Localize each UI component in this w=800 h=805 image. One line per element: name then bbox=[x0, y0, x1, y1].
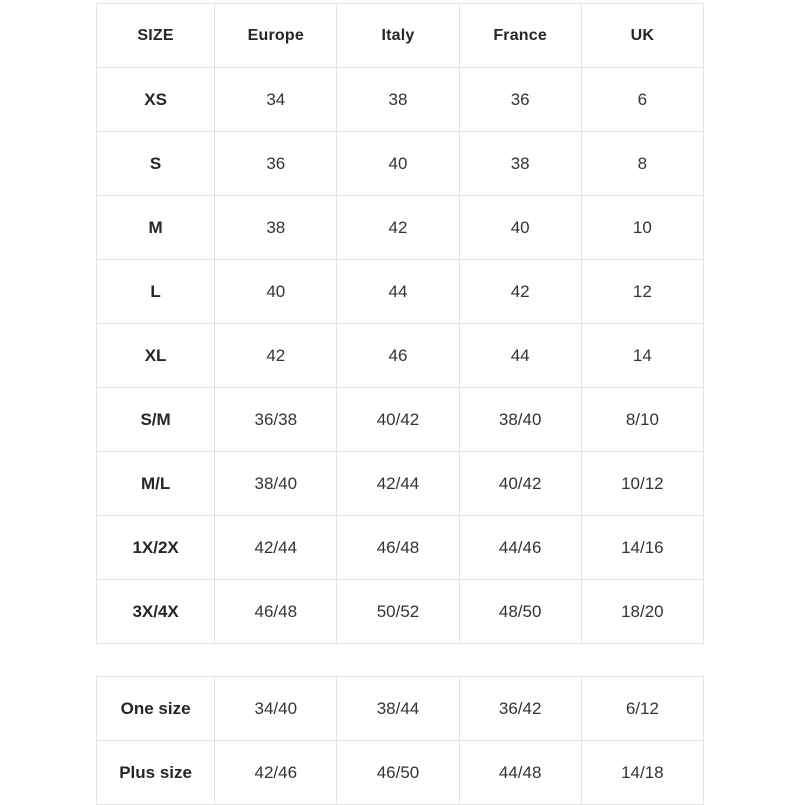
cell-europe: 46/48 bbox=[215, 580, 337, 644]
row-label: One size bbox=[97, 677, 215, 741]
cell-france: 36/42 bbox=[459, 677, 581, 741]
cell-europe: 36/38 bbox=[215, 388, 337, 452]
column-header-europe: Europe bbox=[215, 4, 337, 68]
main-size-table bbox=[96, 3, 704, 644]
cell-uk: 12 bbox=[581, 260, 703, 324]
cell-uk: 8/10 bbox=[581, 388, 703, 452]
cell-france: 42 bbox=[459, 260, 581, 324]
cell-europe: 38 bbox=[215, 196, 337, 260]
main-size-table-wrapper bbox=[96, 0, 704, 644]
row-label: S bbox=[97, 132, 215, 196]
cell-uk: 10 bbox=[581, 196, 703, 260]
cell-italy: 38 bbox=[337, 68, 459, 132]
cell-europe: 38/40 bbox=[215, 452, 337, 516]
column-header-france: France bbox=[459, 4, 581, 68]
secondary-size-table-body bbox=[97, 677, 704, 805]
cell-italy: 50/52 bbox=[337, 580, 459, 644]
cell-france: 40 bbox=[459, 196, 581, 260]
cell-france: 38 bbox=[459, 132, 581, 196]
row-label: XS bbox=[97, 68, 215, 132]
cell-italy: 46/48 bbox=[337, 516, 459, 580]
table-row bbox=[97, 196, 704, 260]
cell-uk: 6 bbox=[581, 68, 703, 132]
cell-france: 36 bbox=[459, 68, 581, 132]
secondary-size-table-wrapper bbox=[96, 676, 704, 805]
cell-europe: 42/44 bbox=[215, 516, 337, 580]
cell-europe: 36 bbox=[215, 132, 337, 196]
row-label: M/L bbox=[97, 452, 215, 516]
cell-europe: 42 bbox=[215, 324, 337, 388]
cell-italy: 38/44 bbox=[337, 677, 459, 741]
table-row bbox=[97, 324, 704, 388]
table-gap bbox=[96, 644, 704, 676]
cell-italy: 44 bbox=[337, 260, 459, 324]
cell-europe: 40 bbox=[215, 260, 337, 324]
table-row bbox=[97, 677, 704, 741]
cell-uk: 6/12 bbox=[581, 677, 703, 741]
cell-italy: 46/50 bbox=[337, 741, 459, 805]
table-row bbox=[97, 260, 704, 324]
cell-france: 44/46 bbox=[459, 516, 581, 580]
main-size-table-body bbox=[97, 68, 704, 644]
cell-italy: 46 bbox=[337, 324, 459, 388]
cell-uk: 14/16 bbox=[581, 516, 703, 580]
row-label: L bbox=[97, 260, 215, 324]
table-row bbox=[97, 68, 704, 132]
row-label: M bbox=[97, 196, 215, 260]
main-size-table-head bbox=[97, 4, 704, 68]
cell-italy: 40 bbox=[337, 132, 459, 196]
cell-europe: 34 bbox=[215, 68, 337, 132]
column-header-italy: Italy bbox=[337, 4, 459, 68]
cell-uk: 10/12 bbox=[581, 452, 703, 516]
row-label: 3X/4X bbox=[97, 580, 215, 644]
cell-uk: 14/18 bbox=[581, 741, 703, 805]
table-row bbox=[97, 516, 704, 580]
row-label: 1X/2X bbox=[97, 516, 215, 580]
row-label: Plus size bbox=[97, 741, 215, 805]
secondary-size-table bbox=[96, 676, 704, 805]
cell-france: 44 bbox=[459, 324, 581, 388]
cell-france: 38/40 bbox=[459, 388, 581, 452]
cell-france: 40/42 bbox=[459, 452, 581, 516]
cell-france: 44/48 bbox=[459, 741, 581, 805]
column-header-size: SIZE bbox=[97, 4, 215, 68]
cell-uk: 18/20 bbox=[581, 580, 703, 644]
cell-europe: 34/40 bbox=[215, 677, 337, 741]
table-row bbox=[97, 741, 704, 805]
cell-uk: 14 bbox=[581, 324, 703, 388]
cell-uk: 8 bbox=[581, 132, 703, 196]
row-label: S/M bbox=[97, 388, 215, 452]
cell-italy: 40/42 bbox=[337, 388, 459, 452]
table-row bbox=[97, 132, 704, 196]
table-row bbox=[97, 580, 704, 644]
table-row bbox=[97, 388, 704, 452]
table-row bbox=[97, 452, 704, 516]
table-header-row bbox=[97, 4, 704, 68]
row-label: XL bbox=[97, 324, 215, 388]
column-header-uk: UK bbox=[581, 4, 703, 68]
cell-france: 48/50 bbox=[459, 580, 581, 644]
cell-europe: 42/46 bbox=[215, 741, 337, 805]
cell-italy: 42/44 bbox=[337, 452, 459, 516]
cell-italy: 42 bbox=[337, 196, 459, 260]
